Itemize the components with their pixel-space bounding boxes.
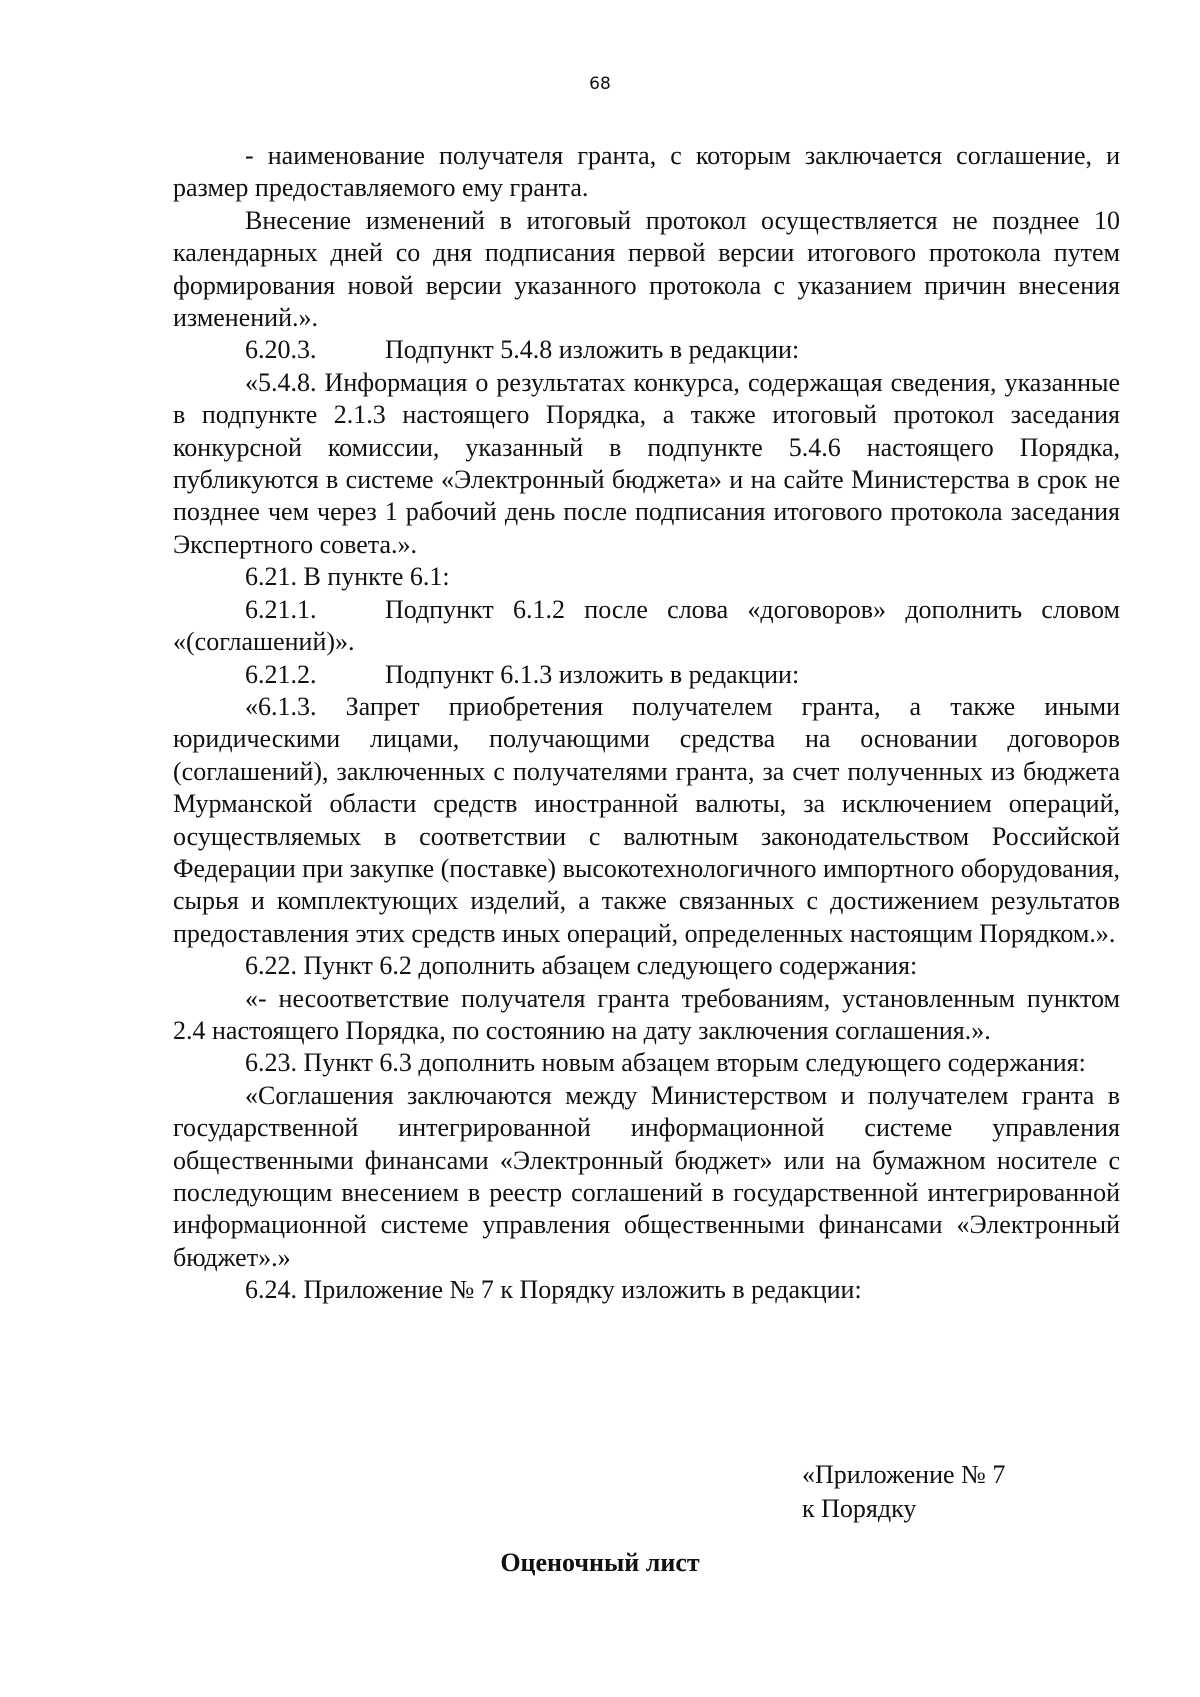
subitem-text: Подпункт 5.4.8 изложить в редакции: [385,335,800,365]
paragraph-6-23: 6.23. Пункт 6.3 дополнить новым абзацем вторым следующего содержания: [245,1048,1086,1078]
paragraph-6-22: 6.22. Пункт 6.2 дополнить абзацем следующего содержания: [245,951,918,981]
attachment-line-2: к Порядку [802,1494,917,1523]
document-body [173,140,1120,1307]
page-number: 68 [589,74,611,94]
subitem-number: 6.21.1. [245,594,317,624]
paragraph-5-4-8: «5.4.8. Информация о результатах конкурса, содержащая сведения, указанные в подпункте 2.1.3 настоящего Порядка, а также итоговый протокол заседания конкурсной комиссии, указанный в подпункте 5.4.6 настоящего Порядка, публикуются в системе «Электронный бюджета» и на сайте Министерства в срок не позднее чем через 1 рабочий день после подписания итогового протокола заседания Экспертного совета.». [173,367,1120,559]
paragraph-6-21: 6.21. В пункте 6.1: [245,562,450,592]
subitem-number: 6.21.2. [245,659,317,689]
paragraph-protocol-changes: Внесение изменений в итоговый протокол осуществляется не позднее 10 календарных дней со дня подписания первой версии итогового протокола путем формирования новой версии указанного протокола с указанием причин внесения изменений.». [173,205,1120,333]
subitem-text: Подпункт 6.1.3 изложить в редакции: [385,659,800,689]
paragraph-6-24: 6.24. Приложение № 7 к Порядку изложить в редакции: [245,1275,862,1305]
paragraph-recipient-name: - наименование получателя гранта, с которым заключается соглашение, и размер предоставляемого ему гранта. [173,141,1120,203]
paragraph-agreements: «Соглашения заключаются между Министерством и получателем гранта в государственной интегрированной информационной системе управления общественными финансами «Электронный бюджет» или на бумажном носителе с последующим внесением в реестр соглашений в государственной интегрированной информационной системе управления общественными финансами «Электронный бюджет».» [173,1080,1120,1272]
subitem-6-21-2 [173,659,1120,691]
sheet-title: Оценочный лист [500,1548,700,1577]
paragraph-6-1-3: «6.1.3. Запрет приобретения получателем гранта, а также иными юридическими лицами, получающими средства на основании договоров (соглашений), заключенных с получателями гранта, за счет полученных из бюджета Мурманской области средств иностранной валюты, за исключением операций, осуществляемых в соответствии с валютным законодательством Российской Федерации при закупке (поставке) высокотехнологичного импортного оборудования, сырья и комплектующих изделий, а также связанных с достижением результатов предоставления этих средств иных операций, определенных настоящим Порядком.». [173,691,1120,948]
attachment-line-1: «Приложение № 7 [802,1460,1006,1489]
attachment-heading [802,1458,1005,1526]
subitem-text: Подпункт 6.1.2 после слова «договоров» дополнить словом «(соглашений)». [173,594,1120,657]
subitem-6-20-3 [173,334,1120,366]
paragraph-nonconformity: «- несоответствие получателя гранта требованиям, установленным пунктом 2.4 настоящего Порядка, по состоянию на дату заключения соглашения.». [173,983,1120,1045]
subitem-number: 6.20.3. [245,335,317,365]
subitem-6-21-1 [173,594,1120,659]
